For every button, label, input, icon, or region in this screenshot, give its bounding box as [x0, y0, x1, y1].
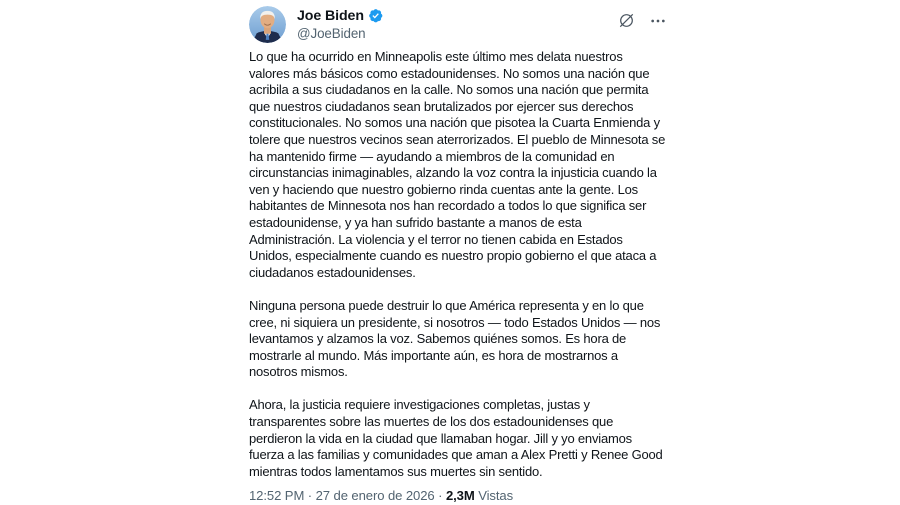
tweet-header: [249, 6, 666, 43]
separator-dot: ·: [438, 488, 443, 504]
joe-biden-profile-photo-icon: [249, 6, 286, 43]
tweet-text-paragraph: Ninguna persona puede destruir lo que América representa y en lo que cree, ni siquiera un presidente, si nosotros — todo Estados Unidos — nos levantamos y alzamos la voz. Sabemos quiénes somos. Es hora de mostrarle al mundo. Más importante aún, es hora de mostrarnos a nosotros mismos.: [249, 297, 661, 380]
avatar[interactable]: [249, 6, 286, 43]
tweet-text-paragraph: Ahora, la justicia requiere investigaciones completas, justas y transparentes sobre las muertes de los dos estadounidenses que perdieron la vida en la ciudad que llamaban hogar. Jill y yo enviamos fuerza a las familias y comunidades que aman a Alex Pretti y Renee Good mientras todos lamentamos sus muertes sin sentido.: [249, 397, 663, 479]
grok-button[interactable]: [618, 12, 635, 29]
author-handle[interactable]: @JoeBiden: [297, 26, 366, 41]
ellipsis-more-icon: [650, 13, 666, 29]
tweet-time: 12:52 PM: [249, 488, 305, 504]
tweet-footer: [249, 487, 666, 504]
tweet-article: [249, 6, 666, 504]
author-display-name[interactable]: Joe Biden: [297, 8, 364, 24]
views-count: 2,3M: [445, 488, 475, 504]
separator-dot: ·: [307, 488, 313, 504]
verified-badge-icon: [368, 8, 384, 24]
tweet-text: [249, 49, 666, 480]
more-options-button[interactable]: [650, 13, 666, 29]
author-name-row[interactable]: [297, 7, 383, 25]
tweet-header-actions: [618, 6, 666, 29]
grok-slashed-circle-icon: [618, 12, 635, 29]
tweet-text-paragraph: Lo que ha ocurrido en Minneapolis este último mes delata nuestros valores más básicos como estadounidenses. No somos una nación que acribila a sus ciudadanos en la calle. No somos una nación que permita que nuestros ciudadanos sean brutalizados por ejercer sus derechos constitucionales. No somos una nación que pisotea la Cuarta Enmienda y tolere que nuestros vecinos sean aterrorizados. El pueblo de Minnesota se ha mantenido firme — ayudando a miembros de la comunidad en circunstancias inimaginables, alzando la voz contra la injusticia cuando la ven y haciendo que nuestro gobierno rinda cuentas ante la gente. Los habitantes de Minnesota nos han recordado a todos lo que significa ser estadounidense, y ya han sufrido bastante a manos de esta Administración. La violencia y el terror no tienen cabida en Estados Unidos, especialmente cuando es nuestro propio gobierno el que ataca a ciudadanos estadounidenses.: [249, 49, 666, 280]
tweet-date: 27 de enero de 2026: [315, 488, 435, 504]
views-label: Vistas: [478, 488, 514, 504]
user-block: [297, 6, 383, 42]
